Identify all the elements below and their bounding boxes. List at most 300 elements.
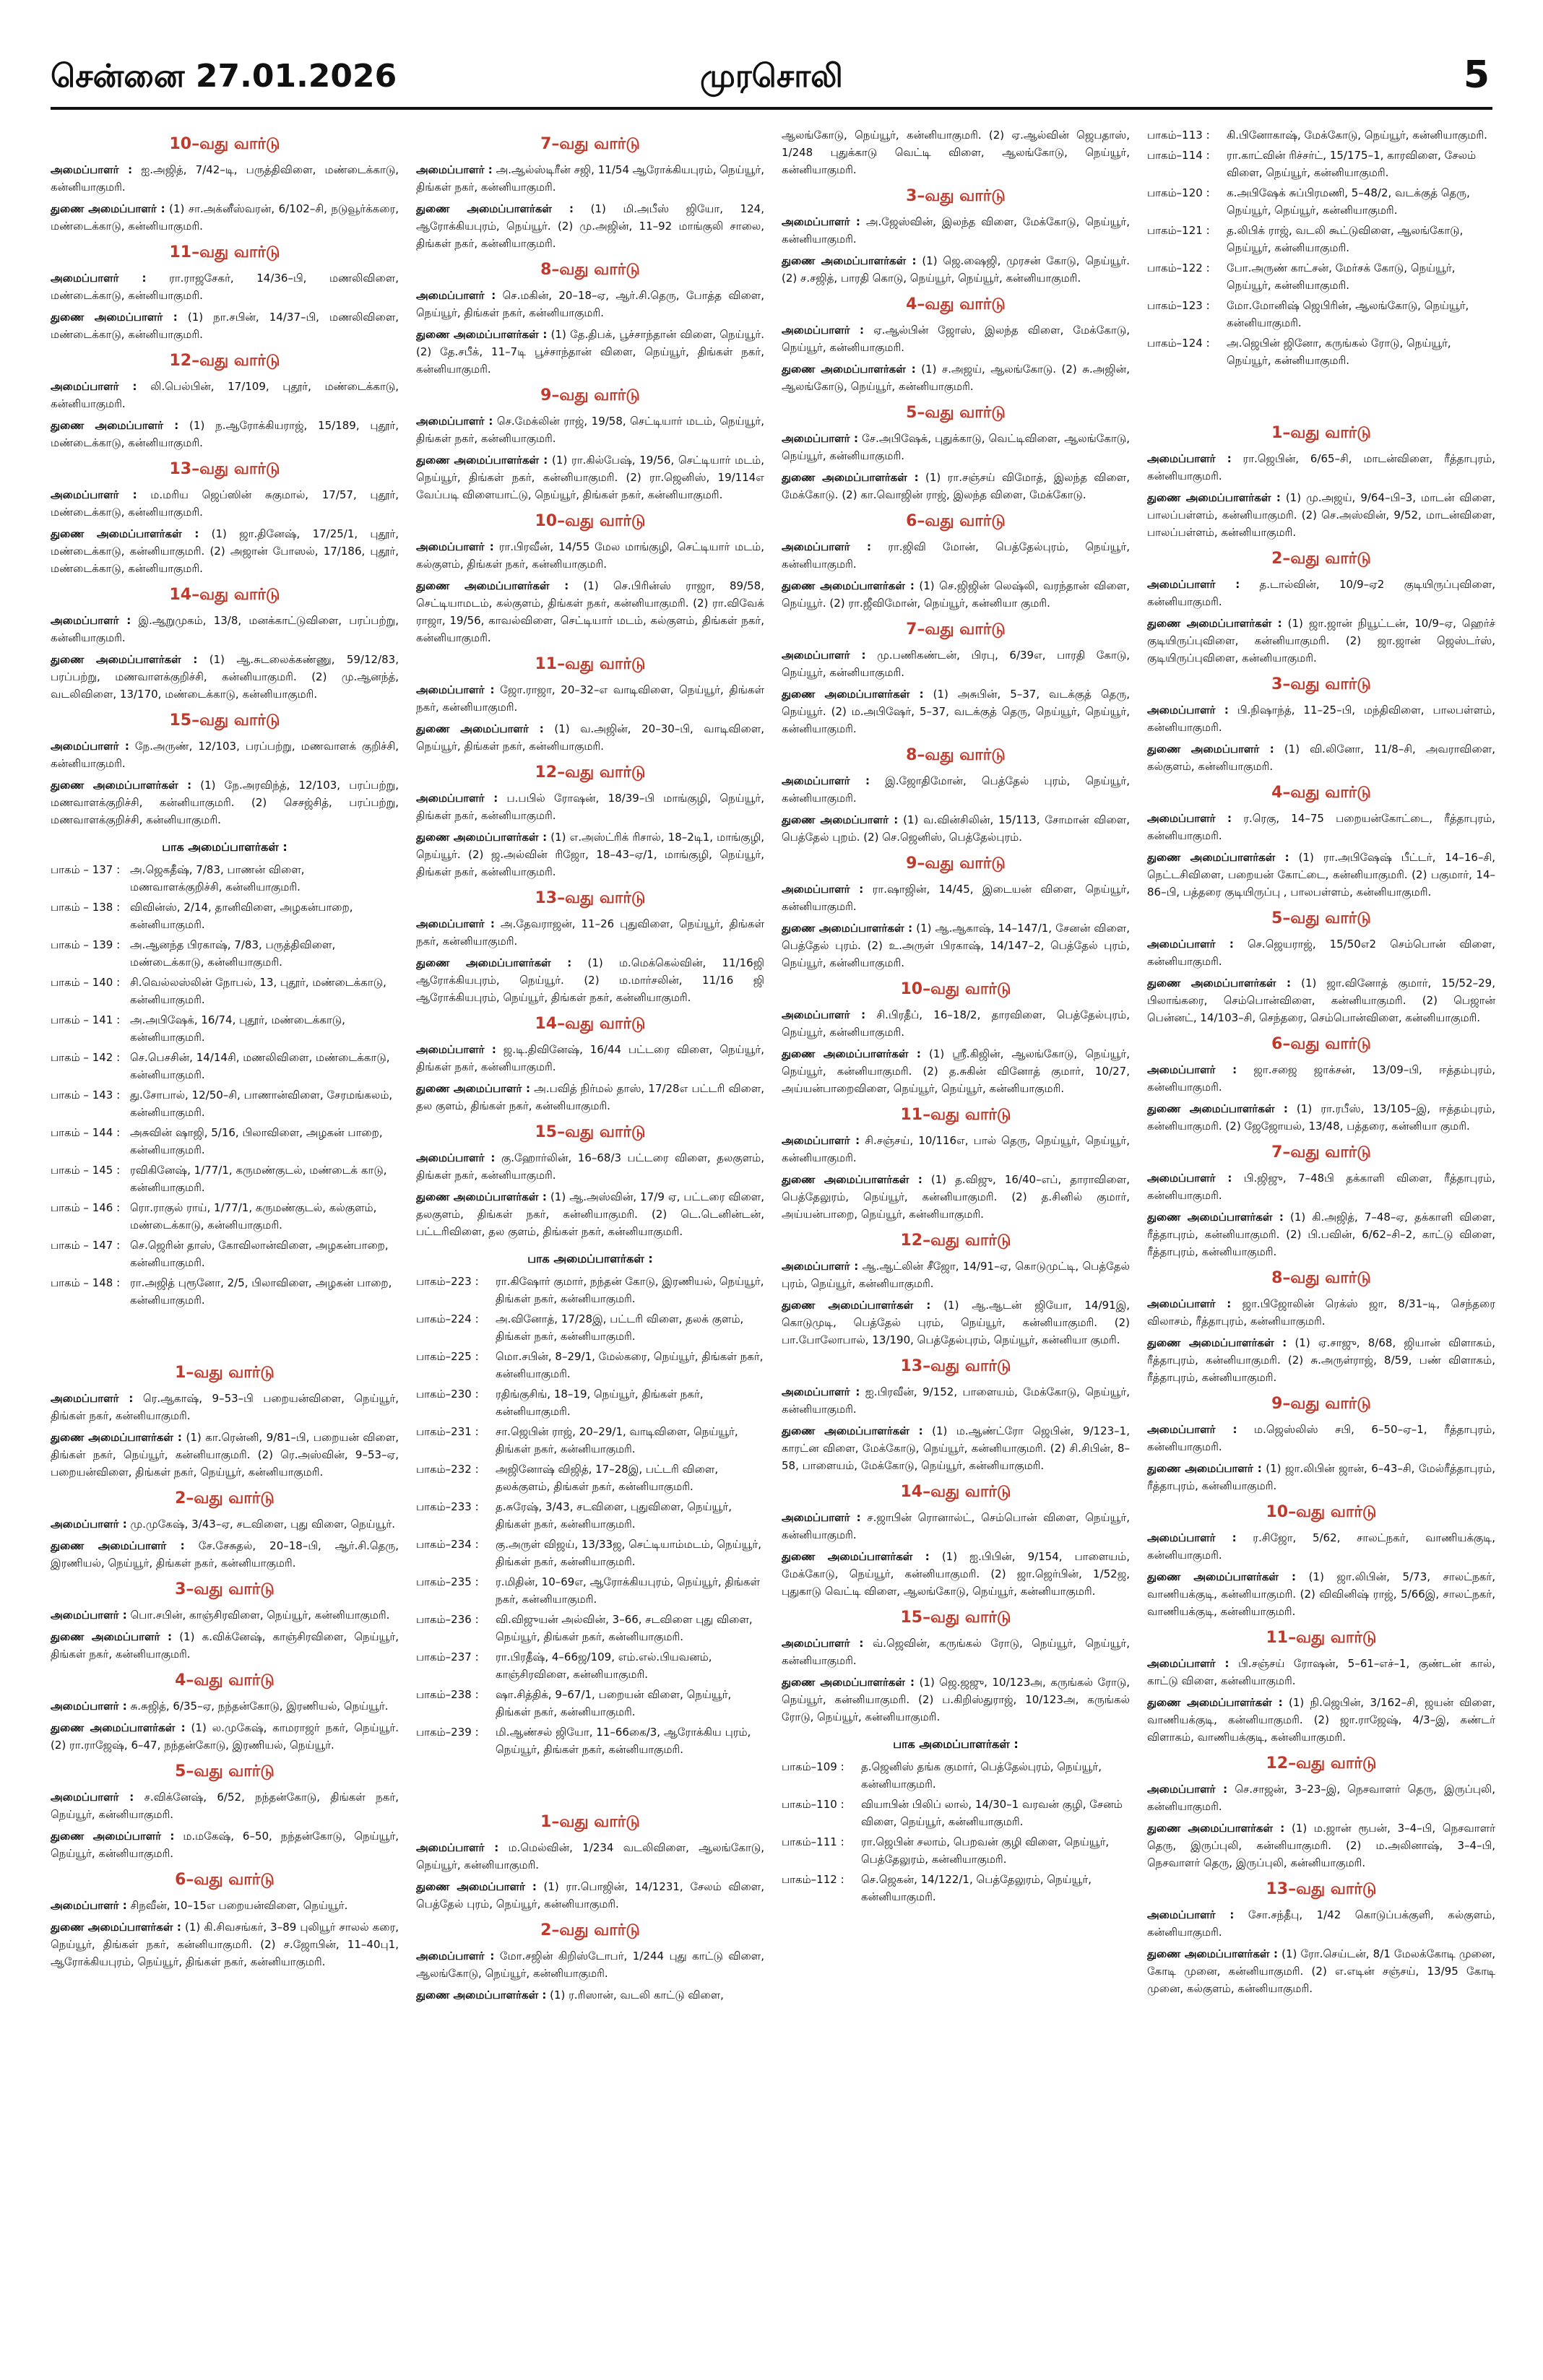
booth-number: பாகம்–231 : bbox=[416, 1425, 479, 1438]
booth-number: பாகம்–114 : bbox=[1147, 149, 1210, 162]
appointee-details: ஜா.சஜை ஜாக்சன், 13/09–பி, ஈத்தம்புரம், கன்னியாகுமரி. bbox=[1147, 1063, 1495, 1094]
appointee-details: ரா.ஜிவி மோன், பெத்தேல்புரம், நெய்யூர், கன்னியாகுமரி. bbox=[782, 540, 1130, 571]
booth-number: பாகம்–238 : bbox=[416, 1688, 479, 1701]
ward-heading: 3–வது வார்டு bbox=[1271, 675, 1371, 693]
appointee-details: ம.மகேஷ், 6–50, நந்தன்கோடு, நெய்யூர், நெய்யூர், கன்னியாகுமரி. bbox=[51, 1830, 399, 1860]
ward-heading: 13–வது வார்டு bbox=[1266, 1880, 1377, 1898]
role-label: அமைப்பாளர் : bbox=[416, 917, 495, 930]
appointee-details: சே.சேசுதல், 20–18–பி, ஆர்.சி.தெரு, இரணியல், நெய்யூர், திங்கள் நகர், கன்னியாகுமரி. bbox=[51, 1539, 399, 1570]
role-label: அமைப்பாளர் : bbox=[1147, 452, 1232, 465]
booth-entry bbox=[1147, 259, 1495, 294]
booth-number: பாகம்–234 : bbox=[416, 1538, 479, 1551]
role-label: அமைப்பாளர் : bbox=[51, 1518, 127, 1531]
role-label: துணை அமைப்பாளர் : bbox=[51, 202, 165, 215]
ward-heading: 10–வது வார்டு bbox=[1266, 1503, 1377, 1521]
appointee-details: (1) ரா.அபிஷேஷ் பீட்டர், 14–16–சி, நெட்டசிவிளை, பறையன் கோட்டை, கன்னியாகுமரி. (2) பகுமார், 14–86–பி, பத்தரை குடியிருப்பு , பாலபள்ளம், கன்னியாகுமரி. bbox=[1147, 851, 1495, 899]
role-label: துணை அமைப்பாளர்கள் : bbox=[782, 1550, 930, 1563]
ward-heading: 3–வது வார்டு bbox=[906, 187, 1006, 205]
booth-details: ரா.கிஷோர் குமார், நந்தன் கோடு, இரணியல், நெய்யூர், திங்கள் நகர், கன்னியாகுமரி. bbox=[496, 1275, 764, 1305]
booth-details: கு.அருள் விஜய், 13/33ஜ, செட்டியாம்மடம், நெய்யூர், திங்கள் நகர், கன்னியாகுமரி. bbox=[496, 1538, 762, 1568]
appointment-entry bbox=[51, 612, 399, 646]
booth-entry bbox=[416, 1648, 764, 1683]
appointee-details: சிநவீன், 10–15எ பறையன்விளை, நெய்யூர். bbox=[130, 1899, 348, 1912]
appointee-details: (1) வ.வின்சிலின், 15/113, சோமான் விளை, பெத்தேல் புறம். (2) செ.ஜெனிஸ், பெத்தேல்புரம். bbox=[782, 813, 1130, 844]
appointee-details: (1) ஜெ.ஜஜு, 10/123அ, கருங்கல் ரோடு, நெய்யூர், கன்னியாகுமரி. (2) ப.கிறிஸ்துராஜ், 10/123அ, கருங்கல் ரோடு, நெய்யூர், கன்னியாகுமரி. bbox=[782, 1676, 1130, 1723]
ward-heading: 15–வது வார்டு bbox=[535, 1123, 646, 1141]
appointment-entry bbox=[51, 1390, 399, 1424]
appointment-entry bbox=[1147, 810, 1495, 844]
ward-heading: 1–வது வார்டு bbox=[175, 1364, 275, 1382]
appointee-details: (1) ரா.ரபீஸ், 13/105–இ, ஈத்தம்புரம், கன்னியாகுமரி. (2) ஜேஜோயல், 13/48, பத்தரை, கன்னியா குமரி. bbox=[1147, 1102, 1495, 1133]
appointee-details: அ.ஜேஸ்வின், இலந்த விளை, மேக்கோடு, நெய்யூர், கன்னியாகுமரி. bbox=[782, 215, 1130, 246]
appointee-details: சு.சுஜித், 6/35–ஏ, நந்தன்கோடு, இரணியல், நெய்யூர். bbox=[130, 1700, 389, 1713]
appointment-entry bbox=[1147, 935, 1495, 970]
appointee-details: அ.தேவராஜன், 11–26 புதுவிளை, நெய்யூர், திங்கள் நகர், கன்னியாகுமரி. bbox=[416, 917, 764, 948]
role-label: அமைப்பாளர் : bbox=[1147, 1908, 1235, 1921]
appointment-entry bbox=[782, 1674, 1130, 1726]
appointee-details: (1) ஆ.அஸ்வின், 17/9 ஏ, பட்டரை விளை, தலகுளம், திங்கள் நகர், கன்னியாகுமரி. (2) டெ.டெனின்டன், பட்டரிவிளை, தல குளம், திங்கள் நகர், கன்னியாகுமரி. bbox=[416, 1190, 764, 1238]
booth-number: பாகம் – 147 : bbox=[51, 1239, 121, 1252]
booth-details: ரா.அஜித் புரூனோ, 2/5, பிலாவிளை, அழகன் பாறை, கன்னியாகுமரி. bbox=[130, 1276, 392, 1307]
role-label: அமைப்பாளர் : bbox=[1147, 1423, 1237, 1436]
booth-number: பாகம்–122 : bbox=[1147, 261, 1210, 274]
appointee-details: (1) ஏ.சாஜு, 8/68, ஜியான் விளாகம், ரீத்தாபுரம், கன்னியாகுமரி. (2) சு.அருள்ராஜ், 8/59, பண் விளாகம், ரீத்தாபுரம், கன்னியாகுமரி. bbox=[1147, 1336, 1495, 1384]
role-label: துணை அமைப்பாளர்கள் : bbox=[416, 956, 572, 969]
appointee-details: இ.ஆறுமுகம், 13/8, மனக்காட்டுவிளை, பரப்பற்று, கன்னியாகுமரி. bbox=[51, 614, 399, 644]
role-label: துணை அமைப்பாளர் : bbox=[1147, 1462, 1262, 1475]
ward-heading: 1–வது வார்டு bbox=[1271, 424, 1371, 442]
booth-entry bbox=[51, 974, 399, 1008]
appointment-entry bbox=[782, 538, 1130, 573]
role-label: அமைப்பாளர் : bbox=[1147, 578, 1240, 591]
appointment-entry bbox=[416, 1839, 764, 1874]
appointment-entry bbox=[1147, 576, 1495, 610]
appointment-entry bbox=[1147, 1529, 1495, 1564]
ward-heading: 9–வது வார்டு bbox=[906, 854, 1006, 873]
appointment-entry bbox=[51, 269, 399, 304]
role-label: அமைப்பாளர் : bbox=[51, 614, 131, 627]
appointee-details: (1) ஜெ.ஷைஜி, முரசன் கோடு, நெய்யூர். (2) ச.சஜித், பாரதி கொடு, நெய்யூர், நெய்யூர், கன்னியாகுமரி. bbox=[782, 254, 1130, 285]
appointee-details: (1) ம.மெக்கெல்வின், 11/16ஜி ஆரோக்கியபுரம், நெய்யூர். (2) ம.மார்சலின், 11/16 ஜி ஆரோக்கியபுரம், நெய்யூர், திங்கள் நகர், கன்னியாகுமரி. bbox=[416, 956, 764, 1004]
appointee-details: இ.ஜோதிமோன், பெத்தேல் புரம், நெய்யூர், கன்னியாகுமரி. bbox=[782, 774, 1130, 805]
role-label: துணை அமைப்பாளர்கள் : bbox=[1147, 1102, 1288, 1115]
ward-heading: 7–வது வார்டு bbox=[540, 135, 640, 153]
ward-heading: 11–வது வார்டு bbox=[169, 243, 280, 261]
booth-details: அ.அபிஷேக், 16/74, புதூர், மண்டைக்காடு, கன்னியாகுமரி. bbox=[130, 1013, 345, 1044]
booth-details: மோ.மோனிஷ் ஜெபிரின், ஆலங்கோடு, நெய்யூர், கன்னியாகுமரி. bbox=[1227, 299, 1469, 329]
booth-entry bbox=[1147, 126, 1495, 144]
booth-details: வியாபின் பிலிப் லால், 14/30–1 வரவன் குழி, சேனம் விளை, நெய்யூர், கன்னியாகுமரி. bbox=[861, 1798, 1123, 1828]
role-label: துணை அமைப்பாளர்கள் : bbox=[51, 527, 199, 540]
role-label: துணை அமைப்பாளர்கள் : bbox=[782, 1299, 931, 1312]
appointment-entry bbox=[416, 828, 764, 880]
role-label: துணை அமைப்பாளர்கள் : bbox=[1147, 1822, 1285, 1835]
role-label: அமைப்பாளர் : bbox=[782, 1134, 860, 1147]
role-label: துணை அமைப்பாளர்கள் : bbox=[51, 779, 192, 792]
appointment-entry bbox=[782, 126, 1130, 178]
appointment-entry bbox=[416, 412, 764, 447]
ward-heading: 15–வது வார்டு bbox=[169, 711, 280, 730]
appointment-entry bbox=[782, 1422, 1130, 1474]
role-label: துணை அமைப்பாளர்கள் : bbox=[1147, 1211, 1284, 1224]
column-3 bbox=[782, 126, 1130, 2351]
appointment-entry bbox=[782, 321, 1130, 356]
role-label: துணை அமைப்பாளர்கள் : bbox=[1147, 1947, 1279, 1960]
booth-number: பாகம்–233 : bbox=[416, 1500, 479, 1513]
appointment-entry bbox=[416, 161, 764, 196]
role-label: துணை அமைப்பாளர் : bbox=[416, 1880, 537, 1893]
ward-heading: 12–வது வார்டு bbox=[900, 1232, 1011, 1250]
appointee-details: கு.ஹோர்லின், 16–68/3 பட்டரை விளை, தலகுளம், திங்கள் நகர், கன்னியாகுமரி. bbox=[416, 1151, 764, 1182]
appointee-details: சி.சஞ்சய், 10/116எ, பால் தெரு, நெய்யூர், நெய்யூர், கன்னியாகுமரி. bbox=[782, 1134, 1130, 1164]
appointee-details: ர.ரெகு, 14–75 பறையன்கோட்டை, ரீத்தாபுரம், கன்னியாகுமரி. bbox=[1147, 812, 1495, 842]
appointee-details: ஐ.அஜித், 7/42–டி, பருத்திவிளை, மண்டைக்காடு, கன்னியாகுமரி. bbox=[51, 163, 399, 194]
booth-details: செ.பெசசின், 14/14சி, மணலிவிளை, மண்டைக்காடு, கன்னியாகுமரி. bbox=[130, 1051, 390, 1081]
appointment-entry bbox=[782, 577, 1130, 612]
role-label: அமைப்பாளர் : bbox=[1147, 1297, 1232, 1310]
appointment-entry bbox=[1147, 1568, 1495, 1620]
role-label: துணை அமைப்பாளர்கள் : bbox=[782, 922, 913, 935]
booth-number: பாகம் – 137 : bbox=[51, 863, 121, 876]
booth-number: பாகம் – 145 : bbox=[51, 1164, 121, 1177]
role-label: அமைப்பாளர் : bbox=[416, 1950, 495, 1963]
role-label: அமைப்பாளர் : bbox=[51, 380, 137, 393]
appointment-entry bbox=[782, 1258, 1130, 1292]
appointment-entry bbox=[416, 451, 764, 503]
booth-number: பாகம்–124 : bbox=[1147, 337, 1210, 350]
appointee-details: செ.மகின், 20–18–ஏ, ஆர்.சி.தெரு, போத்த விளை, நெய்யூர், திங்கள் நகர், கன்னியாகுமரி. bbox=[416, 289, 764, 319]
appointment-entry bbox=[1147, 1694, 1495, 1746]
appointment-entry bbox=[782, 646, 1130, 681]
booth-details: ரா.காட்வின் ரிச்சர்ட், 15/175–1, காரவிளை, சேலம் விளை, நெய்யூர், கன்னியாகுமரி. bbox=[1227, 149, 1477, 179]
role-label: துணை அமைப்பாளர்கள் : bbox=[782, 1047, 921, 1060]
booth-entry bbox=[51, 1086, 399, 1121]
appointment-entry bbox=[51, 1606, 399, 1624]
appointment-entry bbox=[782, 1171, 1130, 1223]
role-label: அமைப்பாளர் : bbox=[782, 1008, 866, 1021]
appointment-entry bbox=[416, 1188, 764, 1240]
booth-entry bbox=[51, 899, 399, 933]
ward-heading: 2–வது வார்டு bbox=[540, 1921, 640, 1939]
ward-heading: 7–வது வார்டு bbox=[1271, 1143, 1371, 1161]
appointee-details: (1) மு.அஜய், 9/64–பி–3, மாடன் விளை, பாலப்பள்ளம், கன்னியாகுமரி. (2) செ.அஸ்வின், 9/52, மாடன்விளை, பாலப்பள்ளம், கன்னியாகுமரி. bbox=[1147, 491, 1495, 539]
booth-number: பாகம்–121 : bbox=[1147, 224, 1210, 237]
appointee-details: லி.பெல்பின், 17/109, புதூர், மண்டைக்காடு, கன்னியாகுமரி. bbox=[51, 380, 399, 410]
ward-heading: 10–வது வார்டு bbox=[535, 512, 646, 530]
appointment-entry bbox=[51, 308, 399, 343]
role-label: அமைப்பாளர் : bbox=[51, 1791, 134, 1804]
ward-heading: 12–வது வார்டு bbox=[169, 352, 280, 370]
ward-heading: 5–வது வார்டு bbox=[1271, 909, 1371, 927]
appointee-details: (1) ஆ.சுடலைக்கண்ணு, 59/12/83, பரப்பற்று, மணவாளக்குறிச்சி, கன்னியாகுமரி. (2) மு.ஆனந்த், வடலிவிளை, 13/170, மண்டைக்காடு, கன்னியாகுமரி. bbox=[51, 653, 399, 701]
appointment-entry bbox=[1147, 849, 1495, 901]
booth-entry bbox=[416, 1611, 764, 1645]
appointment-entry bbox=[416, 720, 764, 755]
appointee-details: (1) ம.ஜான் ரூபன், 3–4–பி, நெசவாளர் தெரு, இருப்புலி, கன்னியாகுமரி. (2) ம.அலினாஷ், 3–4–பி, நெசவாளர் தெரு, இருப்புலி, கன்னியாகுமரி. bbox=[1147, 1822, 1495, 1869]
role-label: துணை அமைப்பாளர் : bbox=[51, 1630, 173, 1643]
role-label: அமைப்பாளர் : bbox=[782, 540, 872, 553]
role-label: அமைப்பாளர் : bbox=[51, 1609, 127, 1622]
role-label: துணை அமைப்பாளர்கள் : bbox=[416, 1989, 547, 2002]
role-label: துணை அமைப்பாளர்கள் : bbox=[51, 1721, 186, 1734]
role-label: துணை அமைப்பாளர்கள் : bbox=[51, 653, 198, 666]
appointee-details: (1) கி.அஜித், 7–48–ஏ, தக்காளி விளை, ரீத்தாபுரம், கன்னியாகுமரி. (2) பி.பவின், 6/62–சி–2, காட்டு விளை, ரீத்தாபுரம், கன்னியாகுமரி. bbox=[1147, 1211, 1495, 1258]
booth-details: த.லிபிக் ராஜ், வடலி கூட்டுவிளை, ஆலங்கோடு, நெய்யூர், கன்னியாகுமரி. bbox=[1227, 224, 1464, 254]
appointment-entry bbox=[416, 954, 764, 1006]
appointee-details: (1) ஆ.ஆகாஷ், 14–147/1, சேனன் விளை, பெத்தேல் புரம். (2) உ.அருள் பிரகாஷ், 14/147–2, பெத்தேல் புரம், நெய்யூர், கன்னியாகுமரி. bbox=[782, 922, 1130, 969]
role-label: அமைப்பாளர் : bbox=[51, 488, 137, 501]
booth-number: பாகம் – 143 : bbox=[51, 1089, 121, 1102]
booth-number: பாகம் – 141 : bbox=[51, 1013, 121, 1026]
role-label: துணை அமைப்பாளர்கள் : bbox=[782, 1173, 922, 1186]
ward-heading: 11–வது வார்டு bbox=[535, 655, 646, 673]
role-label: அமைப்பாளர் : bbox=[51, 163, 133, 176]
appointment-entry bbox=[782, 1006, 1130, 1041]
appointment-entry bbox=[1147, 1655, 1495, 1689]
role-label: அமைப்பாளர் : bbox=[416, 792, 498, 805]
appointment-entry bbox=[782, 685, 1130, 737]
appointee-details: அ.பவித் நிர்மல் தாஸ், 17/28எ பட்டரி விளை, தல குளம், திங்கள் நகர், கன்னியாகுமரி. bbox=[416, 1082, 764, 1112]
booth-number: பாகம்–112 : bbox=[782, 1873, 844, 1886]
ward-heading: 12–வது வார்டு bbox=[535, 763, 646, 782]
role-label: அமைப்பாளர் : bbox=[1147, 1531, 1237, 1544]
appointee-details: பி.சஞ்சய் ரோஷன், 5–61–எச்–1, குண்டன் கால், காட்டு விளை, கன்னியாகுமரி. bbox=[1147, 1657, 1495, 1687]
appointment-entry bbox=[782, 880, 1130, 915]
ward-heading: 1–வது வார்டு bbox=[540, 1813, 640, 1831]
booth-entry bbox=[782, 1833, 1130, 1868]
ward-heading: 13–வது வார்டு bbox=[900, 1357, 1011, 1375]
section-subheading: பாக அமைப்பாளர்கள் : bbox=[162, 840, 288, 854]
appointment-entry bbox=[51, 200, 399, 235]
appointment-entry bbox=[782, 919, 1130, 972]
booth-number: பாகம்–232 : bbox=[416, 1463, 479, 1476]
booth-number: பாகம்–113 : bbox=[1147, 129, 1210, 142]
appointee-details: (1) க.விக்னேஷ், காஞ்சிரவிளை, நெய்யூர், திங்கள் நகர், கன்னியாகுமரி. bbox=[51, 1630, 399, 1661]
appointment-entry bbox=[782, 1297, 1130, 1349]
appointment-entry bbox=[1147, 1945, 1495, 1997]
role-label: அமைப்பாளர் : bbox=[1147, 938, 1234, 951]
appointment-entry bbox=[1147, 615, 1495, 667]
ward-heading: 4–வது வார்டு bbox=[906, 295, 1006, 313]
ward-heading: 10–வது வார்டு bbox=[900, 980, 1011, 998]
appointment-entry bbox=[782, 1132, 1130, 1167]
appointee-details: (1) ரா.பொஜின், 14/1231, சேலம் விளை, பெத்தேல் புரம், நெய்யூர், கன்னியாகுமரி. bbox=[416, 1880, 764, 1911]
booth-entry bbox=[51, 936, 399, 971]
booth-entry bbox=[1147, 147, 1495, 181]
appointment-entry bbox=[416, 1080, 764, 1115]
role-label: அமைப்பாளர் : bbox=[782, 324, 865, 337]
ward-heading: 13–வது வார்டு bbox=[535, 889, 646, 907]
appointee-details: (1) அசுபின், 5–37, வடக்குத் தெரு, நெய்யூர். (2) ம.அபிஷேர், 5–37, வடக்குத் தெரு, நெய்யூர், நெய்யூர், கன்னியாகுமரி. bbox=[782, 688, 1130, 735]
appointee-details: வ்.ஜெவின், கருங்கல் ரோடு, நெய்யூர், நெய்யூர், கன்னியாகுமரி. bbox=[782, 1637, 1130, 1667]
booth-entry bbox=[782, 1758, 1130, 1793]
role-label: துணை அமைப்பாளர்கள் : bbox=[1147, 977, 1291, 990]
role-label: அமைப்பாளர் : bbox=[1147, 1172, 1232, 1185]
ward-heading: 3–வது வார்டு bbox=[175, 1580, 275, 1598]
role-label: அமைப்பாளர் : bbox=[1147, 1063, 1237, 1076]
appointee-details: ச.விக்னேஷ், 6/52, நந்தன்கோடு, திங்கள் நகர், நெய்யூர், கன்னியாகுமரி. bbox=[51, 1791, 399, 1821]
appointment-entry bbox=[416, 915, 764, 950]
booth-entry bbox=[1147, 334, 1495, 369]
booth-entry bbox=[416, 1536, 764, 1570]
appointee-details: ஆ.ஆட்லின் சீஜோ, 14/91–ஏ, கொடுமுட்டி, பெத்தேல் புரம், நெய்யூர், கன்னியாகுமரி. bbox=[782, 1260, 1130, 1290]
appointee-details: (1) நே.அரவிந்த், 12/103, பரப்பற்று, மணவாளக்குறிச்சி, கன்னியாகுமரி. (2) செசஜ்சித், பரப்பற்று, மணவாளக்குறிச்சி, கன்னியாகுமரி. bbox=[51, 779, 399, 826]
booth-details: அ.வினோத், 17/28இ, பட்டரி விளை, தலக் குளம், திங்கள் நகர், கன்னியாகுமரி. bbox=[496, 1312, 744, 1343]
ward-heading: 9–வது வார்டு bbox=[1271, 1395, 1371, 1413]
appointee-details: மு.பணிகண்டன், பிரபு, 6/39எ, பாரதி கோடு, நெய்யூர், கன்னியாகுமரி. bbox=[782, 649, 1130, 679]
role-label: அமைப்பாளர் : bbox=[416, 289, 496, 302]
appointee-details: ரெ.ஆகாஷ், 9–53–பி பறையன்விளை, நெய்யூர், திங்கள் நகர், கன்னியாகுமரி. bbox=[51, 1392, 399, 1422]
appointee-details: செ.மேக்லின் ராஜ், 19/58, செட்டியார் மடம், நெய்யூர், திங்கள் நகர், கன்னியாகுமரி. bbox=[416, 415, 764, 445]
role-label: அமைப்பாளர் : bbox=[416, 1841, 499, 1854]
role-label: துணை அமைப்பாளர்கள் : bbox=[416, 202, 574, 215]
appointment-entry bbox=[1147, 974, 1495, 1026]
appointee-details: (1) ஆ.ஆடன் ஜியோ, 14/91இ, கொடுமுடி, பெத்தேல் புரம், நெய்யூர், கன்னியாகுமரி. (2) பா.போலோபால், 13/190, பெத்தேல்புரம், நெய்யூர், கன்னியா குமரி. bbox=[782, 1299, 1130, 1346]
ward-heading: 2–வது வார்டு bbox=[175, 1489, 275, 1507]
booth-details: ஷா.சித்திக், 9–67/1, பறையன் விளை, நெய்யூர், திங்கள் நகர், கன்னியாகுமரி. bbox=[496, 1688, 732, 1718]
booth-details: செ.ஜெரின் தாஸ், கோவிலான்விளை, அழகன்பாறை, கன்னியாகுமரி. bbox=[130, 1239, 389, 1269]
booth-details: ரவிகினேஷ், 1/77/1, கருமண்குடல், மண்டைக் காடு, கன்னியாகுமரி. bbox=[130, 1164, 387, 1194]
role-label: துணை அமைப்பாளர்கள் : bbox=[782, 579, 915, 592]
appointee-details: (1) ரா.கில்பேஷ், 19/56, செட்டியார் மடம், நெய்யூர், திங்கள் நகர், கன்னியாகுமரி. (2) ரா.ஜெனிஸ், 19/114எ வேப்படி விளையாட்டு, நெய்யூர், திங்கள் நகர், கன்னியாகுமரி. bbox=[416, 454, 764, 501]
appointee-details: (1) ஜா.லிபின், 5/73, சாலட்நகர், வாணியக்குடி, கன்னியாகுமரி. (2) விவினிஷ் ராஜ், 5/66இ, சாலட்நகர், வாணியக்குடி, கன்னியாகுமரி. bbox=[1147, 1570, 1495, 1618]
role-label: அமைப்பாளர் : bbox=[782, 432, 859, 445]
appointment-entry bbox=[782, 430, 1130, 464]
booth-entry bbox=[416, 1573, 764, 1608]
ward-heading: 15–வது வார்டு bbox=[900, 1609, 1011, 1627]
booth-details: கி.பினோகாஷ், மேக்கோடு, நெய்யூர், கன்னியாகுமரி. bbox=[1227, 129, 1487, 142]
appointee-details: த.டால்வின், 10/9–ஏ2 குடியிருப்புவிளை, கன்னியாகுமரி. bbox=[1147, 578, 1495, 608]
booth-details: விவின்ஸ், 2/14, தானிவிளை, அழகன்பாறை, கன்னியாகுமரி. bbox=[130, 901, 353, 931]
ward-heading: 13–வது வார்டு bbox=[169, 460, 280, 478]
ward-heading: 8–வது வார்டு bbox=[1271, 1269, 1371, 1287]
role-label: துணை அமைப்பாளர்கள் : bbox=[782, 688, 924, 701]
role-label: துணை அமைப்பாளர் : bbox=[416, 722, 544, 735]
appointee-details: (1) ச.அஜய், ஆலங்கோடு. (2) சு.அஜின், ஆலங்கோடு, நெய்யூர், கன்னியாகுமரி. bbox=[782, 363, 1130, 393]
appointee-details: (1) நி.ஜெபின், 3/162–சி, ஜயன் விளை, வாணியக்குடி, கன்னியாகுமரி. (2) ஜா.ராஜேஷ், 4/3–இ, கண்டர் விளாகம், வாணியக்குடி, கன்னியாகுமரி. bbox=[1147, 1696, 1495, 1744]
appointee-details: (1) ர.ரிஸான், வடலி காட்டு விளை, bbox=[550, 1989, 724, 2002]
appointment-entry bbox=[416, 789, 764, 824]
appointee-details: (1) ஜா.லிபின் ஜான், 6–43–சி, மேல்ரீத்தாபுரம், ரீத்தாபுரம், கன்னியாகுமரி. bbox=[1147, 1462, 1495, 1492]
role-label: அமைப்பாளர் : bbox=[51, 740, 129, 753]
ward-heading: 10–வது வார்டு bbox=[169, 135, 280, 153]
appointee-details: (1) வ.அஜின், 20–30–பி, வாடிவிளை, நெய்யூர், திங்கள் நகர், கன்னியாகுமரி. bbox=[416, 722, 764, 753]
booth-details: போ.அருண் காட்சன், மேர்சக் கோடு, நெய்யூர், நெய்யூர், கன்னியாகுமரி. bbox=[1227, 261, 1456, 292]
booth-entry bbox=[416, 1498, 764, 1533]
role-label: அமைப்பாளர் : bbox=[782, 1637, 864, 1650]
ward-heading: 14–வது வார்டு bbox=[169, 586, 280, 604]
appointment-entry bbox=[51, 486, 399, 521]
appointee-details: (1) மி.அபீஸ் ஜியோ, 124, ஆரோக்கியபுரம், நெய்யூர். (2) மு.அஜின், 11–92 மாங்குலி சாலை, திங்கள் நகர், கன்னியாகுமரி. bbox=[416, 202, 764, 250]
booth-details: க.அபிஷேக் சுப்பிரமணி, 5–48/2, வடக்குத் தெரு, நெய்யூர், நெய்யூர், கன்னியாகுமரி. bbox=[1227, 186, 1470, 217]
appointment-entry bbox=[51, 1719, 399, 1754]
appointment-entry bbox=[1147, 740, 1495, 775]
appointment-entry bbox=[782, 1548, 1130, 1600]
appointee-details: ஆலங்கோடு, நெய்யூர், கன்னியாகுமரி. (2) ஏ.ஆல்வின் ஜெபதாஸ், 1/248 புதுக்காடு வெட்டி விளை, ஆலங்கோடு, நெய்யூர், கன்னியாகுமரி. bbox=[782, 129, 1130, 176]
appointee-details: ரா.ராஜசேகர், 14/36–பி, மணலிவிளை, மண்டைக்காடு, கன்னியாகுமரி. bbox=[51, 272, 399, 302]
booth-entry bbox=[1147, 222, 1495, 256]
appointment-entry bbox=[1147, 1780, 1495, 1815]
booth-details: சி.வெல்லஸ்லின் நோபல், 13, புதூர், மண்டைக்காடு, கன்னியாகுமரி. bbox=[130, 976, 386, 1006]
booth-details: ர.மிதின், 10–69எ, ஆரோக்கியபுரம், நெய்யூர், திங்கள் நகர், கன்னியாகுமரி. bbox=[496, 1575, 760, 1606]
booth-details: து.சோபால், 12/50–சி, பாணான்விளை, சேரமங்கலம், கன்னியாகுமரி. bbox=[130, 1089, 393, 1119]
appointee-details: ம.மரிய ஜெப்ஸின் சுகுமால், 17/57, புதூர், மண்டைக்காடு, கன்னியாகுமரி. bbox=[51, 488, 399, 519]
booth-number: பாகம்–223 : bbox=[416, 1275, 479, 1288]
ward-heading: 4–வது வார்டு bbox=[175, 1671, 275, 1689]
role-label: அமைப்பாளர் : bbox=[51, 272, 147, 285]
booth-entry bbox=[416, 1423, 764, 1458]
column-2 bbox=[416, 126, 764, 2351]
appointment-entry bbox=[416, 1149, 764, 1184]
booth-entry bbox=[51, 1274, 399, 1309]
appointment-entry bbox=[1147, 450, 1495, 485]
section-gap bbox=[51, 1312, 399, 1355]
ward-heading: 4–வது வார்டு bbox=[1271, 784, 1371, 802]
role-label: துணை அமைப்பாளர்கள் : bbox=[1147, 617, 1282, 630]
appointee-details: (1) கா.ரென்னி, 9/81–பி, பறையன் விளை, திங்கள் நகர், நெய்யூர், கன்னியாகுமரி. (2) ரெ.அஸ்வின், 9–53–ஏ, பறையன்விளை, திங்கள் நகர், நெய்யூர், கன்னியாகுமரி. bbox=[51, 1431, 399, 1479]
appointment-entry bbox=[1147, 1334, 1495, 1386]
role-label: அமைப்பாளர் : bbox=[416, 415, 493, 428]
booth-details: அசுவின் ஷாஜி, 5/16, பிலாவிளை, அழகன் பாறை, கன்னியாகுமரி. bbox=[130, 1126, 383, 1156]
appointee-details: நே.அருண், 12/103, பரப்பற்று, மணவாளக் குறிச்சி, கன்னியாகுமரி. bbox=[51, 740, 399, 770]
role-label: அமைப்பாளர் : bbox=[1147, 1657, 1229, 1670]
role-label: துணை அமைப்பாளர் : bbox=[416, 1082, 530, 1095]
booth-details: அ.ஜெகதீஷ், 7/83, பாணன் விளை, மணவாளக்குறிச்சி, கன்னியாகுமரி. bbox=[130, 863, 305, 893]
role-label: துணை அமைப்பாளர்கள் : bbox=[782, 1676, 915, 1689]
article-columns bbox=[51, 126, 1495, 2351]
booth-details: அ.ஜெபின் ஜினோ, கருங்கல் ரோடு, நெய்யூர், நெய்யூர், கன்னியாகுமரி. bbox=[1227, 337, 1451, 367]
booth-entry bbox=[1147, 297, 1495, 332]
appointment-entry bbox=[416, 1986, 764, 2004]
appointee-details: (1) கி.சிவசங்கர், 3–89 புலியூர் சாலல் கரை, நெய்யூர், திங்கள் நகர், கன்னியாகுமரி. (2) ச.ஜோபின், 11–40பு1, ஆரோக்கியபுரம், நெய்யூர், திங்கள் நகர், கன்னியாகுமரி. bbox=[51, 1921, 399, 1968]
appointment-entry bbox=[416, 577, 764, 646]
role-label: அமைப்பாளர் : bbox=[416, 1043, 496, 1056]
booth-entry bbox=[51, 1237, 399, 1271]
appointment-entry bbox=[51, 1918, 399, 1970]
appointment-entry bbox=[1147, 1169, 1495, 1204]
appointee-details: சி.பிரதீப், 16–18/2, தாரவிளை, பெத்தேல்புரம், நெய்யூர், கன்னியாகுமரி. bbox=[782, 1008, 1130, 1039]
role-label: அமைப்பாளர் : bbox=[782, 1260, 859, 1273]
appointee-details: (1) சா.அக்னீஸ்வரன், 6/102–சி, நடுவூர்க்கரை, மண்டைக்காடு, கன்னியாகுமரி. bbox=[51, 202, 399, 233]
role-label: அமைப்பாளர் : bbox=[416, 540, 494, 553]
ward-heading: 11–வது வார்டு bbox=[900, 1106, 1011, 1124]
role-label: துணை அமைப்பாளர் : bbox=[782, 813, 899, 826]
role-label: துணை அமைப்பாளர்கள் : bbox=[1147, 851, 1289, 864]
appointment-entry bbox=[416, 1878, 764, 1913]
appointee-details: ம.ஜெஸ்லிஸ் சபி, 6–50–ஏ–1, ரீத்தாபுரம், கன்னியாகுமரி. bbox=[1147, 1423, 1495, 1453]
ward-heading: 11–வது வார்டு bbox=[1266, 1629, 1377, 1647]
booth-number: பாகம்–123 : bbox=[1147, 299, 1210, 312]
booth-entry bbox=[416, 1686, 764, 1721]
role-label: துணை அமைப்பாளர் : bbox=[51, 1830, 175, 1843]
appointment-entry bbox=[416, 538, 764, 573]
appointment-entry bbox=[1147, 489, 1495, 541]
appointment-entry bbox=[51, 1628, 399, 1663]
booth-number: பாகம்–225 : bbox=[416, 1350, 479, 1363]
role-label: துணை அமைப்பாளர் : bbox=[51, 419, 179, 432]
appointee-details: (1) ரோ.செய்டன், 8/1 மேலக்கோடி முனை, கோடி முனை, கன்னியாகுமரி. (2) எ.எடின் சஞ்சய், 13/95 கோடி முனை, கல்குளம், கன்னியாகுமரி. bbox=[1147, 1947, 1495, 1995]
appointee-details: (1) ஐ.பிபின், 9/154, பாளையம், மேக்கோடு, நெய்யூர், கன்னியாகுமரி. (2) ஜா.ஜெர்பின், 1/52ஜ, புதுகாடு வெட்டி விளை, ஆலங்கோடு, நெய்யூர், கன்னியாகுமரி. bbox=[782, 1550, 1130, 1598]
ward-heading: 5–வது வார்டு bbox=[175, 1762, 275, 1780]
appointee-details: ஏ.ஆல்பின் ஜோஸ், இலந்த விளை, மேக்கோடு, நெய்யூர், கன்னியாகுமரி. bbox=[782, 324, 1130, 354]
appointee-details: ரா.ஜெபின், 6/65–சி, மாடன்விளை, ரீத்தாபுரம், கன்னியாகுமரி. bbox=[1147, 452, 1495, 483]
role-label: அமைப்பாளர் : bbox=[782, 649, 866, 662]
booth-entry bbox=[416, 1723, 764, 1758]
newspaper-title: முரசொலி bbox=[700, 58, 843, 95]
section-subheading: பாக அமைப்பாளர்கள் : bbox=[527, 1252, 653, 1265]
appointee-details: பி.ஜிஜு, 7–48பி தக்காளி விளை, ரீத்தாபுரம், கன்னியாகுமரி. bbox=[1147, 1172, 1495, 1202]
appointment-entry bbox=[51, 378, 399, 412]
